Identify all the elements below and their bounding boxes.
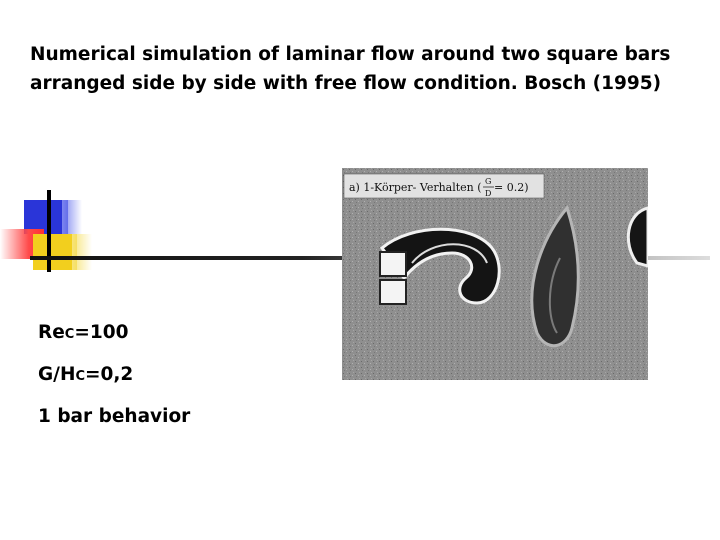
param-gap-ratio-label: G/H [38, 364, 76, 385]
flow-simulation-image [342, 168, 648, 380]
slide-title-line-2: arranged side by side with free flow condition. Bosch (1995) [30, 73, 662, 94]
slide-title [30, 40, 715, 98]
slide-title-line-1: Numerical simulation of laminar flow around two square bars [30, 44, 671, 65]
caption-numerator: G [485, 177, 492, 186]
square-bar-bottom [380, 280, 406, 304]
caption-prefix: a) 1-Körper- Verhalten ( [349, 181, 482, 194]
param-reynolds-sub: C [64, 327, 75, 342]
param-gap-ratio-value: =0,2 [84, 364, 134, 385]
logo-yellow-fade [72, 234, 92, 270]
param-reynolds-label: Re [38, 322, 65, 343]
param-behavior: 1 bar behavior [38, 406, 191, 427]
flow-simulation-drawing [342, 168, 648, 380]
caption-denominator: D [485, 189, 492, 198]
param-reynolds [38, 318, 190, 360]
square-bar-top [380, 252, 406, 276]
param-reynolds-value: =100 [74, 322, 129, 343]
logo-blue-fade [62, 200, 82, 234]
param-gap-ratio [38, 360, 190, 402]
param-gap-ratio-sub: C [75, 369, 85, 384]
simulation-parameters [38, 318, 190, 444]
logo-yellow-square [33, 234, 77, 270]
caption-suffix: = 0.2) [494, 181, 529, 194]
